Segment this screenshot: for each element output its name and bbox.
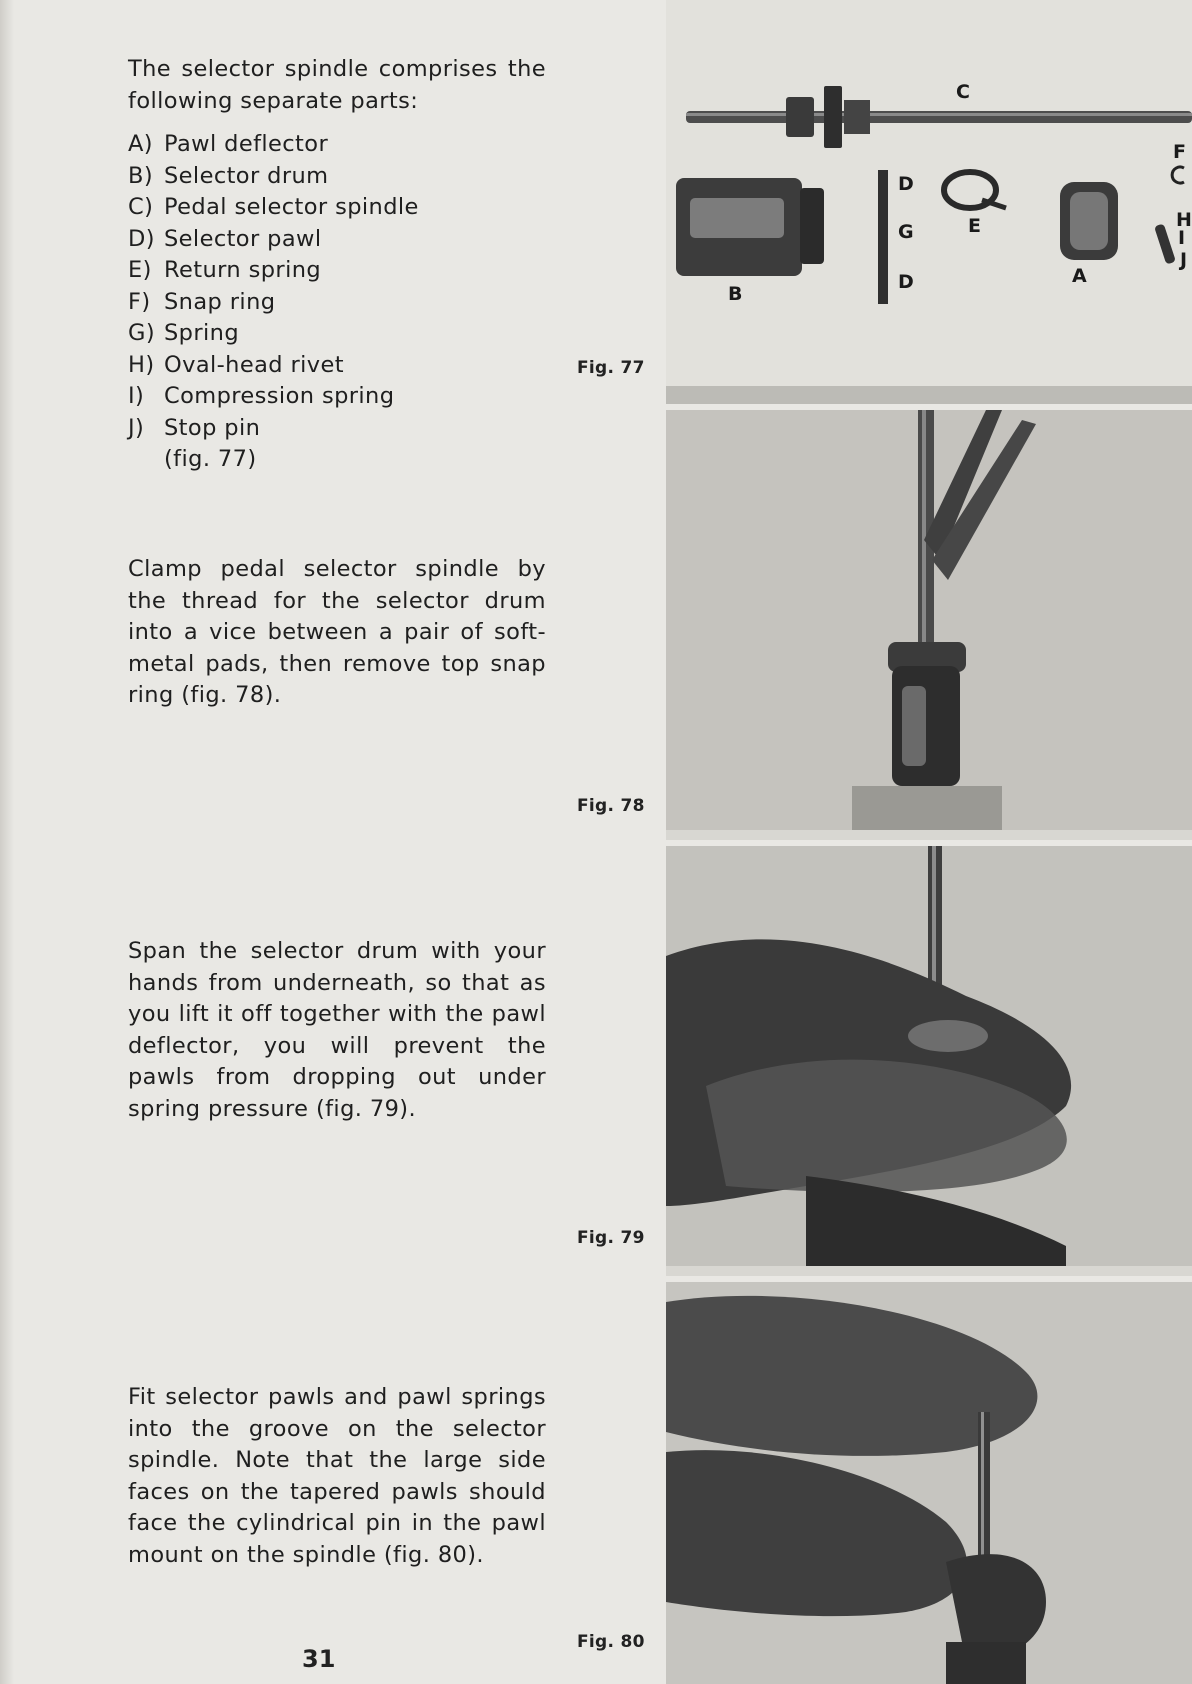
part-label-d-top: D: [898, 173, 914, 195]
part-label-c: C: [956, 81, 970, 103]
part-label-b: B: [728, 283, 743, 305]
intro-text: The selector spindle comprises the following separate parts:: [128, 56, 546, 114]
part-name: Oval-head rivet: [164, 351, 344, 378]
part-name: Pawl deflector: [164, 131, 329, 157]
part-name: Pedal selector spindle: [164, 194, 419, 220]
list-item: [128, 381, 546, 413]
list-item: [128, 318, 546, 350]
part-letter: H): [128, 351, 155, 378]
part-name: Stop pin: [164, 414, 261, 441]
list-item: [128, 192, 546, 224]
part-label-d-bottom: D: [898, 271, 914, 293]
part-letter: D): [128, 225, 155, 252]
part-label-j: J: [1180, 249, 1188, 271]
part-label-e: E: [968, 215, 981, 237]
part-label-a: A: [1072, 265, 1087, 287]
parts-list: [128, 129, 546, 444]
part-name: Snap ring: [164, 288, 276, 315]
part-name: Selector drum: [164, 162, 329, 189]
list-item: [128, 161, 546, 193]
part-letter: I): [128, 383, 145, 409]
list-item: [128, 287, 546, 319]
fig78-photo: [666, 410, 1192, 840]
span-paragraph: Span the selector drum with your hands from underneath, so that as you lift it off together with the pawl deflector, you will prevent the pawls from dropping out under spring pressure (fig. 79).: [128, 938, 546, 1122]
part-name: Selector pawl: [164, 225, 322, 252]
fig78-label: Fig. 78: [577, 796, 645, 816]
fit-paragraph: Fit selector pawls and pawl springs into the groove on the selector spindle. Note that the large side faces on the tapered pawls should face the cylindrical pin in the pawl mount on the spindle (fig. 80).: [128, 1384, 546, 1568]
part-letter: F): [128, 288, 151, 315]
page-binding-edge: [0, 0, 14, 1684]
part-letter: C): [128, 194, 154, 220]
fig77-label: Fig. 77: [577, 358, 645, 378]
fig80-photo: [666, 1282, 1192, 1684]
part-name: Compression spring: [164, 383, 395, 409]
fig79-label: Fig. 79: [577, 1228, 645, 1248]
part-letter: E): [128, 257, 152, 283]
part-letter: B): [128, 162, 154, 189]
fig80-label: Fig. 80: [577, 1632, 645, 1652]
fig79-photo: [666, 846, 1192, 1276]
part-letter: G): [128, 320, 156, 346]
part-label-g: G: [898, 221, 914, 243]
part-label-i: I: [1178, 227, 1186, 249]
list-item: [128, 413, 546, 445]
list-item: [128, 255, 546, 287]
list-item: [128, 224, 546, 256]
part-name: Return spring: [164, 257, 322, 283]
part-label-f: F: [1173, 141, 1186, 163]
part-name: Spring: [164, 320, 240, 346]
part-letter: A): [128, 131, 153, 157]
list-item: [128, 129, 546, 161]
fig77-photo: [666, 0, 1192, 404]
parts-section: [128, 54, 546, 476]
part-letter: J): [128, 414, 145, 441]
list-item: [128, 350, 546, 382]
parts-figure-reference: (fig. 77): [164, 446, 257, 472]
clamp-paragraph: Clamp pedal selector spindle by the thread for the selector drum into a vice between a pair of soft-metal pads, then remove top snap ring (fig. 78).: [128, 556, 546, 708]
page-number: 31: [302, 1645, 336, 1673]
part-label-h: H: [1176, 209, 1192, 231]
